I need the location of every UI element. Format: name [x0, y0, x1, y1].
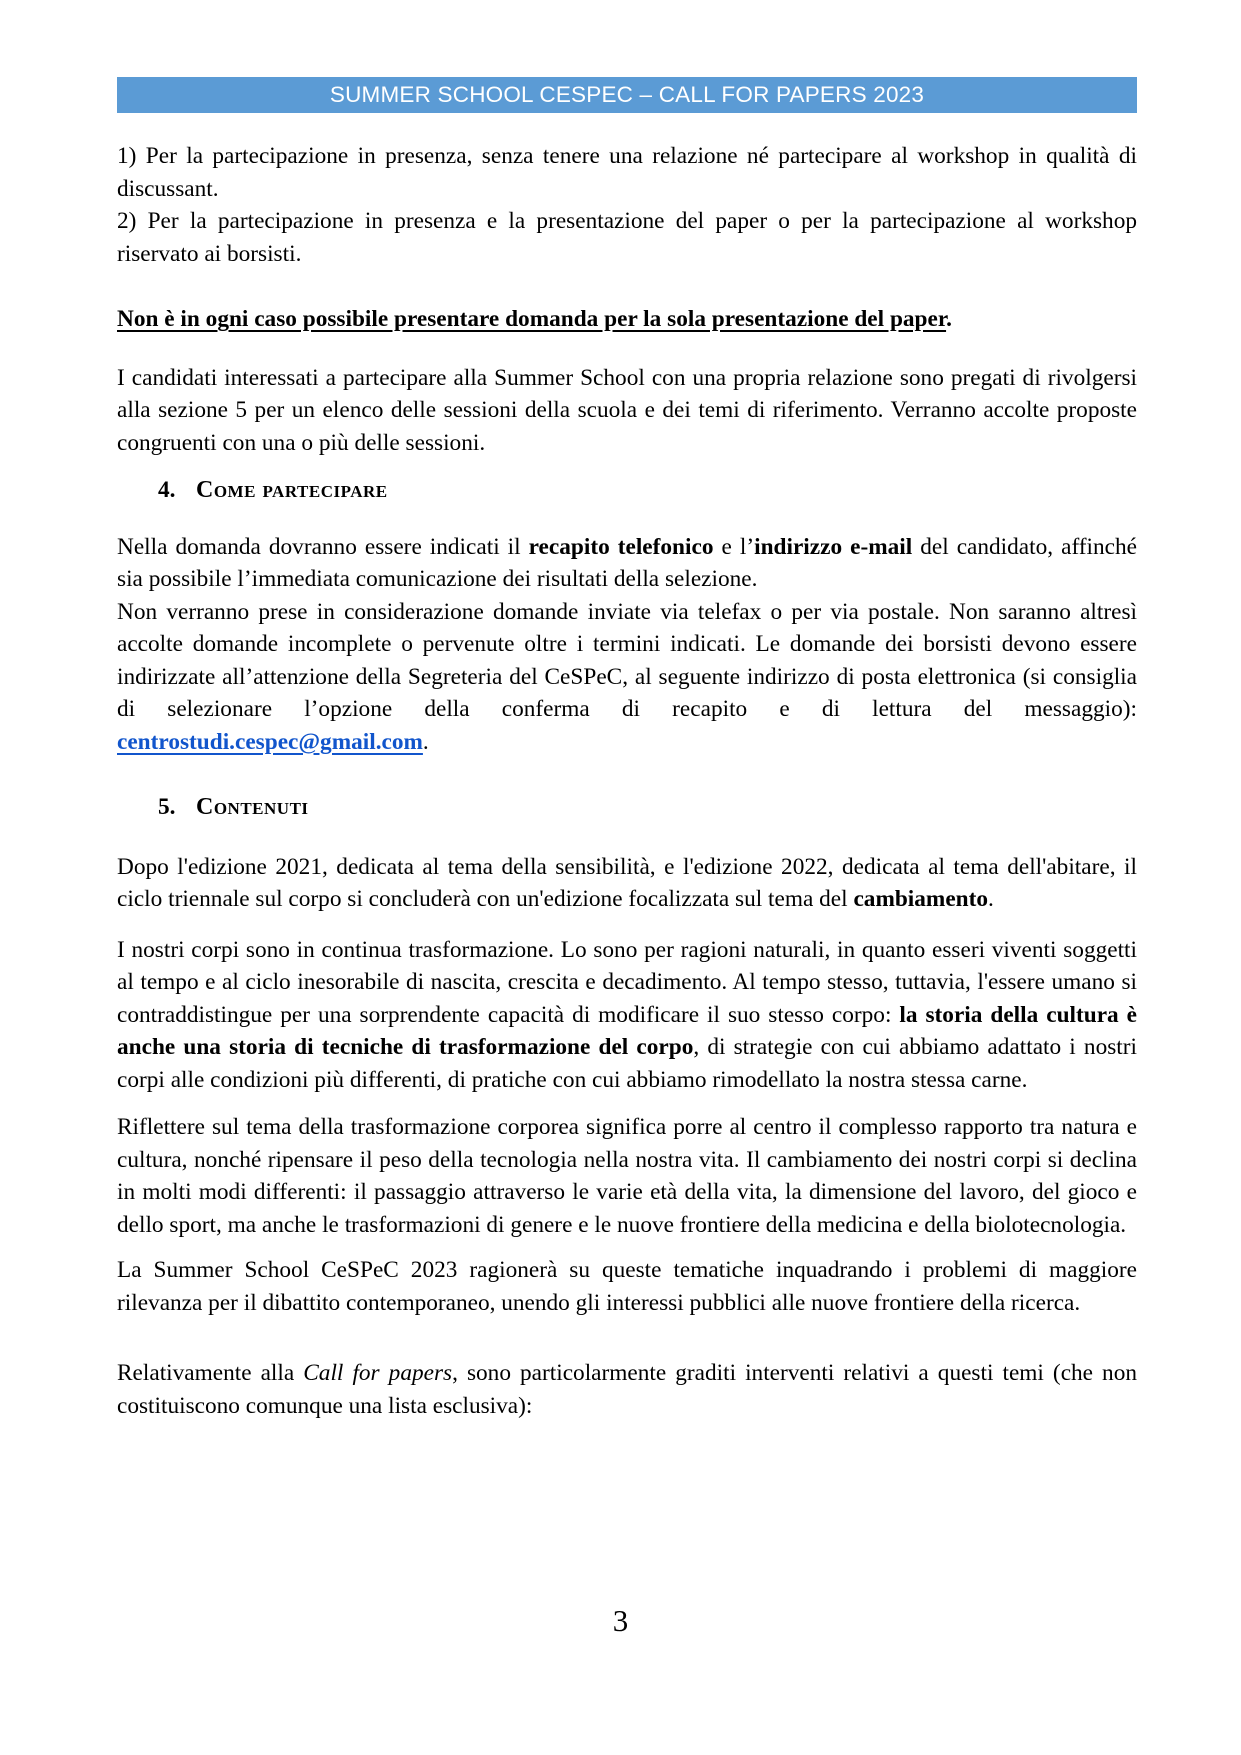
dopo-bold-cambiamento: cambiamento — [853, 886, 989, 912]
domanda-text-2: e l’ — [713, 533, 755, 560]
section-4-title: Come partecipare — [196, 477, 388, 503]
paragraph-option-1: 1) Per la partecipazione in presenza, senza tenere una relazione né partecipare al workshop in qualità di discussant. — [117, 143, 1137, 202]
paragraph-option-2: 2) Per la partecipazione in presenza e la presentazione del paper o per la partecipazione al workshop riservato ai borsisti. — [117, 208, 1137, 267]
banner-title: SUMMER SCHOOL CESPEC – CALL FOR PAPERS 2023 — [329, 82, 925, 107]
paragraph-candidati: I candidati interessati a partecipare alla Summer School con una propria relazione sono pregati di rivolgersi alla sezione 5 per un elenco delle sessioni della scuola e dei temi di riferimento. Verranno accolte proposte congruenti con una o più delle sessioni. — [117, 364, 1137, 456]
paragraph-dopo — [117, 851, 1137, 916]
modalita-text-2: . — [422, 728, 429, 755]
paragraph-domanda — [117, 531, 1137, 596]
paragraph-riflettere: Riflettere sul tema della trasformazione corporea significa porre al centro il complesso rapporto tra natura e cultura, nonché ripensare il peso della tecnologia nella nostra vita. Il cambiamento dei nostri corpi si declina in molti modi differenti: il passaggio attraverso le varie età della vita, la dimensione del lavoro, del gioco e dello sport, ma anche le trasformazioni di genere e le nuove frontiere della medicina e della biolotecnologia. — [117, 1114, 1137, 1238]
section-5-number: 5. — [158, 794, 176, 820]
header-banner — [117, 77, 1137, 113]
dopo-text-2: . — [988, 886, 994, 912]
corpi-text-1: I nostri corpi sono in continua trasformazione. Lo sono per ragioni naturali, in quanto esseri viventi soggetti al tempo e al ciclo inesorabile di nascita, crescita e decadimento. Al tempo stesso, tuttavia, l'essere umano si contraddistingue per una sorprendente capacità di modificare il suo stesso corpo: — [117, 936, 1137, 1028]
paragraph-summer-school: La Summer School CeSPeC 2023 ragionerà su queste tematiche inquadrando i problemi di maggiore rilevanza per il dibattito contemporaneo, unendo gli interessi pubblici alle nuove frontiere della ricerca. — [117, 1257, 1137, 1316]
paragraph-corpi — [117, 934, 1137, 1097]
dopo-text-1: Dopo l'edizione 2021, dedicata al tema della sensibilità, e l'edizione 2022, dedicata al tema dell'abitare, il ciclo triennale sul corpo si concluderà con un'edizione focalizzata sul tema del — [117, 853, 1137, 912]
section-4-number: 4. — [158, 477, 176, 503]
page-footer — [0, 1603, 1241, 1639]
paragraph-call-for-papers — [117, 1357, 1137, 1422]
page-number: 3 — [612, 1603, 629, 1638]
domanda-text-3: del candidato, affinché sia possibile l’immediata comunicazione dei risultati della selezione. — [117, 533, 1137, 592]
domanda-bold-recapito: recapito telefonico — [528, 533, 714, 560]
section-heading-4 — [158, 474, 1137, 507]
section-heading-5 — [158, 791, 1137, 824]
call-italic-title: Call for papers — [303, 1360, 453, 1386]
domanda-bold-email: indirizzo e-mail — [754, 533, 913, 560]
call-text-2: , sono particolarmente graditi interventi relativi a questi temi (che non costituiscono comunque una lista esclusiva): — [117, 1360, 1138, 1419]
notice-underlined-text: Non è in ogni caso possibile presentare domanda per la sola presentazione del paper — [117, 306, 947, 332]
section-5-title: Contenuti — [196, 794, 309, 820]
corpi-bold-storia: la storia della cultura è anche una storia di tecniche di trasformazione del corpo — [117, 1001, 1138, 1060]
paragraph-modalita — [117, 596, 1137, 759]
notice-suffix: . — [946, 306, 952, 332]
modalita-text-1: Non verranno prese in considerazione domande inviate via telefax o per via postale. Non saranno altresì accolte domande incomplete o pervenute oltre i termini indicati. Le domande dei borsisti devono essere indirizzate all’attenzione della Segreteria del CeSPeC, al seguente indirizzo di posta elettronica (si consiglia di selezionare l’opzione della conferma di recapito e di lettura del messaggio): — [117, 598, 1137, 722]
call-text-1: Relativamente alla — [117, 1360, 304, 1386]
email-link[interactable]: centrostudi.cespec@gmail.com — [117, 728, 423, 755]
corpi-text-2: , di strategie con cui abbiamo adattato i nostri corpi alle condizioni più differenti, di pratiche con cui abbiamo rimodellato la nostra stessa carne. — [117, 1034, 1137, 1093]
notice-line — [117, 303, 1137, 336]
domanda-text-1: Nella domanda dovranno essere indicati il — [117, 533, 529, 560]
